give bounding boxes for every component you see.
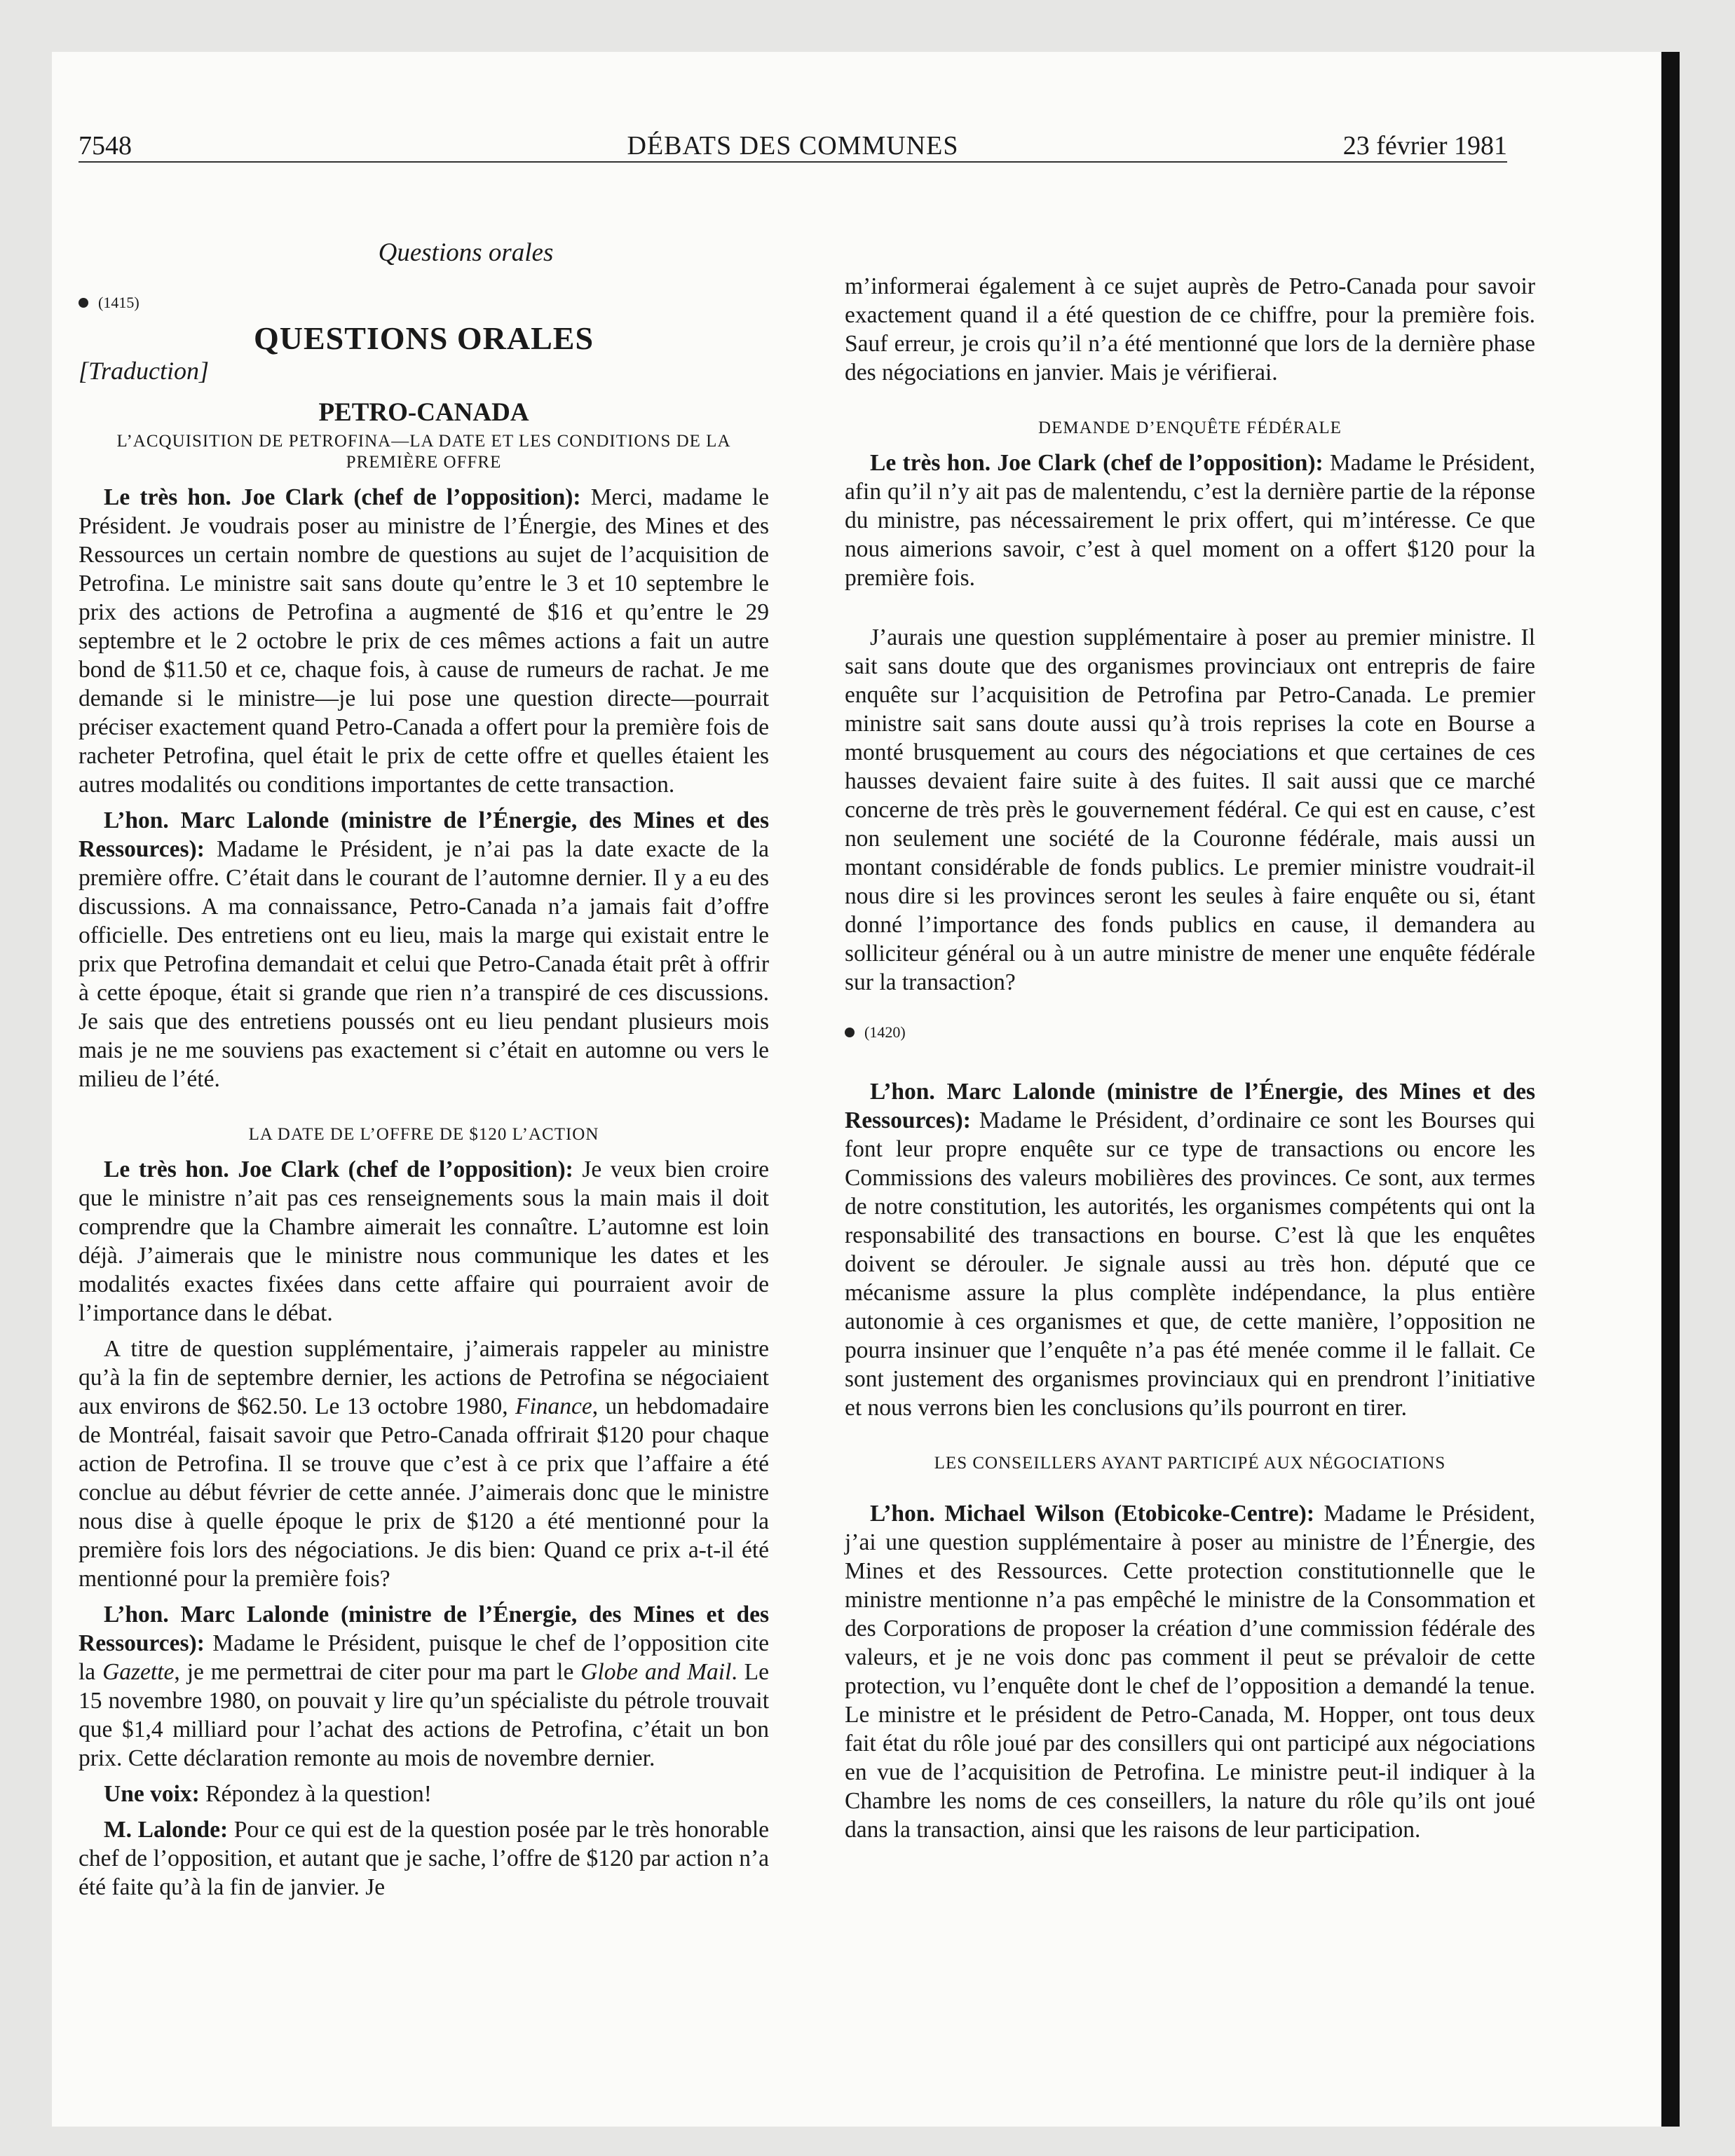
paragraph: [79, 806, 769, 1093]
paragraph: [845, 1499, 1535, 1844]
paragraph: [845, 623, 1535, 997]
spacer: [845, 1484, 1535, 1499]
paragraph: [79, 1155, 769, 1328]
speech-text: m’informerai également à ce sujet auprès de Petro-Canada pour savoir exactement quand il a été question de ce chiffre, pour la première fois. Sauf erreur, je crois qu’il n’a été mentionné que lors de la dernière phase des négociations en janvier. Mais je vérifierai.: [845, 273, 1535, 386]
left-column: [79, 238, 769, 1902]
speech-text: Pour ce qui est de la question posée par le très honorable chef de l’opposition, et autant que je sache, l’offre de $120 par action n’a été faite qu’à la fin de janvier. Je: [79, 1817, 770, 1900]
time-stamp: (1420): [864, 1023, 906, 1041]
section-title: QUESTIONS ORALES: [253, 320, 594, 356]
speech-text: Madame le Président, d’ordinaire ce sont les Bourses qui font leur propre enquête sur ce type de transactions ou encore les Commissions des valeurs mobilières des provinces. Ce sont, aux termes de notre constitution, les autorités, les organismes compétents qui ont la responsabilité des transactions en bourse. C’est là que les enquêtes doivent se dérouler. Je signale aussi au très hon. député que ce mécanisme assure la plus complète indépendance, la plus entière autonomie à ces organismes et que, de cette manière, l’opposition ne pourra insinuer que l’enquête n’a pas été menée comme il le fallait. Ce sont justement des organismes provinciaux qui en prendront l’initiative et nous verrons bien les conclusions qu’ils pourront en tirer.: [845, 1107, 1535, 1421]
speaker-name: Le très hon. Joe Clark (chef de l’opposition):: [870, 450, 1324, 476]
publication-name: Finance: [515, 1393, 592, 1419]
speaker-name: Le très hon. Joe Clark (chef de l’opposition):: [104, 484, 581, 510]
speech-text: Je veux bien croire que le ministre n’ait pas ces renseignements sous la main mais il doit comprendre que la Chambre aimerait les connaître. L’automne est loin déjà. J’aimerais que le ministre nous communique les dates et les modalités exactes fixées dans cette affaire qui pourraient avoir de l’importance dans le débat.: [79, 1157, 769, 1326]
spacer: [845, 592, 1535, 623]
right-column: [845, 272, 1535, 1844]
paragraph: [79, 1780, 769, 1808]
paragraph: [845, 1077, 1535, 1422]
time-marker: [79, 288, 769, 317]
paragraph: [79, 1815, 769, 1902]
publication-title: DÉBATS DES COMMUNES: [627, 131, 959, 161]
paragraph: [845, 272, 1535, 387]
time-marker: [845, 1018, 1535, 1046]
speech-text: . Le 15 novembre 1980, on pouvait y lire qu’un spécialiste du pétrole trouvait que $1,4 milliard pour l’achat des actions de Petrofina, c’était un bon prix. Cette déclaration remonte au mois de novembre dernier.: [79, 1659, 770, 1771]
speech-text: Répondez à la question!: [199, 1781, 432, 1807]
speech-text: Madame le Président, afin qu’il n’y ait pas de malentendu, c’est la dernière partie de la réponse du ministre, pas nécessairement le prix offert, qui m’intéresse. Ce que nous aimerions savoir, c’est à quel moment on a offert $120 pour la première fois.: [845, 450, 1535, 591]
speech-text: , je me permettrai de citer pour ma part le: [174, 1659, 581, 1685]
translation-note: [Traduction]: [79, 357, 210, 385]
scan-edge-bar: [1661, 52, 1680, 2127]
speech-text: , un hebdomadaire de Montréal, faisait savoir que Petro-Canada offrirait $120 pour chaque action de Petrofina. Il se trouve que c’est à ce prix que l’affaire a été conclue au début février de cette année. J’aimerais donc que le ministre nous dise à quelle époque le prix de $120 a été mentionné pour la première fois lors des négociations. Je dis bien: Quand ce prix a-t-il été mentionné pour la première fois?: [79, 1393, 770, 1592]
speaker-name: Le très hon. Joe Clark (chef de l’opposition):: [104, 1157, 573, 1182]
speech-text: J’aurais une question supplémentaire à poser au premier ministre. Il sait sans doute que des organismes provinciaux ont entrepris de faire enquête sur l’acquisition de Petrofina par Petro-Canada. Le premier ministre sait sans doute aussi qu’à trois reprises la cote en Bourse a monté brusquement au cours des négociations et que certaines de ces hausses devaient faire suite à des fuites. Il sait aussi que ce marché concerne de très près le gouvernement fédéral. Ce qui est en cause, c’est non seulement une société de la Couronne fédérale, mais aussi un montant considérable de fonds publics. Le premier ministre voudrait-il nous dire si les provinces seront les seules à faire enquête ou si, étant donné l’importance des fonds publics en cause, il demandera au solliciteur général ou à un autre ministre de mener une enquête fédérale sur la transaction?: [845, 625, 1535, 995]
speaker-name: L’hon. Michael Wilson (Etobicoke-Centre):: [870, 1501, 1314, 1527]
speech-text: Madame le Président, puisque le chef de l’opposition cite la: [79, 1630, 769, 1685]
speech-text: Madame le Président, j’ai une question supplémentaire à poser au ministre de l’Énergie, des Mines et des Ressources. Cette protection constitutionnelle que le ministre mentionne n’a pas empêché le ministre de la Consommation et des Corporations de proposer la création d’une commission fédérale des valeurs, et je ne vois donc pas comment il peut se prévaloir de cette protection, vu l’enquête dont le chef de l’opposition a demandé la tenue. Le ministre et le président de Petro-Canada, M. Hopper, ont tous deux fait état du rôle joué par des consillers qui ont participé aux négociations en vue de l’acquisition de Petrofina. Le ministre peut-il indiquer à la Chambre les noms de ces conseillers, la nature du rôle qu’ils ont joué dans la transaction, ainsi que les raisons de leur participation.: [845, 1501, 1535, 1843]
publication-name: Globe and Mail: [580, 1659, 732, 1685]
publication-name: Gazette: [102, 1659, 175, 1685]
speaker-name: Une voix:: [104, 1781, 200, 1807]
speaker-name: L’hon. Marc Lalonde (ministre de l’Énergie, des Mines et des Ressources):: [79, 807, 769, 862]
speech-text: A titre de question supplémentaire, j’aimerais rappeler au ministre qu’à la fin de septembre dernier, les actions de Petrofina se négociaient aux environs de $62.50. Le 13 octobre 1980,: [79, 1336, 769, 1419]
speech-text: Merci, madame le Président. Je voudrais poser au ministre de l’Énergie, des Mines et des Ressources un certain nombre de questions au sujet de l’acquisition de Petrofina. Le ministre sait sans doute qu’entre le 3 et 10 septembre le prix des actions de Petrofina a augmenté de $16 et qu’entre le 29 septembre et le 2 octobre le prix de ces mêmes actions a fait un autre bond de $11.50 et ce, chaque fois, à cause de rumeurs de rachat. Je me demande si le ministre—je lui pose une question directe—pourrait préciser exactement quand Petro-Canada a offert pour la première fois de racheter Petrofina, quel était le prix de cette offre et quelles étaient les autres modalités ou conditions importantes de cette transaction.: [79, 484, 769, 798]
time-stamp: (1415): [98, 294, 140, 311]
subheading: LES CONSEILLERS AYANT PARTICIPÉ AUX NÉGOCIATIONS: [934, 1454, 1446, 1473]
speaker-name: L’hon. Marc Lalonde (ministre de l’Énergie, des Mines et des Ressources):: [79, 1602, 769, 1656]
speaker-name: M. Lalonde:: [104, 1817, 229, 1843]
bullet-icon: [845, 1028, 855, 1037]
paragraph: [79, 1600, 769, 1773]
speaker-name: L’hon. Marc Lalonde (ministre de l’Énergie, des Mines et des Ressources):: [845, 1079, 1535, 1133]
page-date: 23 février 1981: [1342, 131, 1507, 161]
page-number: 7548: [79, 131, 132, 161]
topic-heading: PETRO-CANADA: [318, 398, 529, 427]
subheading: L’ACQUISITION DE PETROFINA—LA DATE ET LES CONDITIONS DE LA PREMIÈRE OFFRE: [116, 432, 731, 472]
paragraph: [79, 483, 769, 799]
subheading: DEMANDE D’ENQUÊTE FÉDÉRALE: [1038, 418, 1342, 437]
subheading: LA DATE DE L’OFFRE DE $120 L’ACTION: [248, 1125, 599, 1144]
bullet-icon: [79, 298, 88, 308]
section-rubric: Questions orales: [378, 238, 554, 267]
speech-text: Madame le Président, je n’ai pas la date exacte de la première offre. C’était dans le courant de l’automne dernier. Il y a eu des discussions. A ma connaissance, Petro-Canada n’a jamais fait d’offre officielle. Des entretiens ont eu lieu, mais la marge qui existait entre le prix que Petrofina demandait et celui que Petro-Canada était prêt à offrir à cette époque, était si grande que rien n’a transpiré de ces discussions. Je sais que des entretiens poussés ont eu lieu pendant plusieurs mois mais je ne me souviens pas exactement si c’était en automne ou vers le milieu de l’été.: [79, 836, 769, 1092]
paragraph: [845, 449, 1535, 592]
page-header: [79, 130, 1507, 163]
paragraph: [79, 1335, 769, 1593]
